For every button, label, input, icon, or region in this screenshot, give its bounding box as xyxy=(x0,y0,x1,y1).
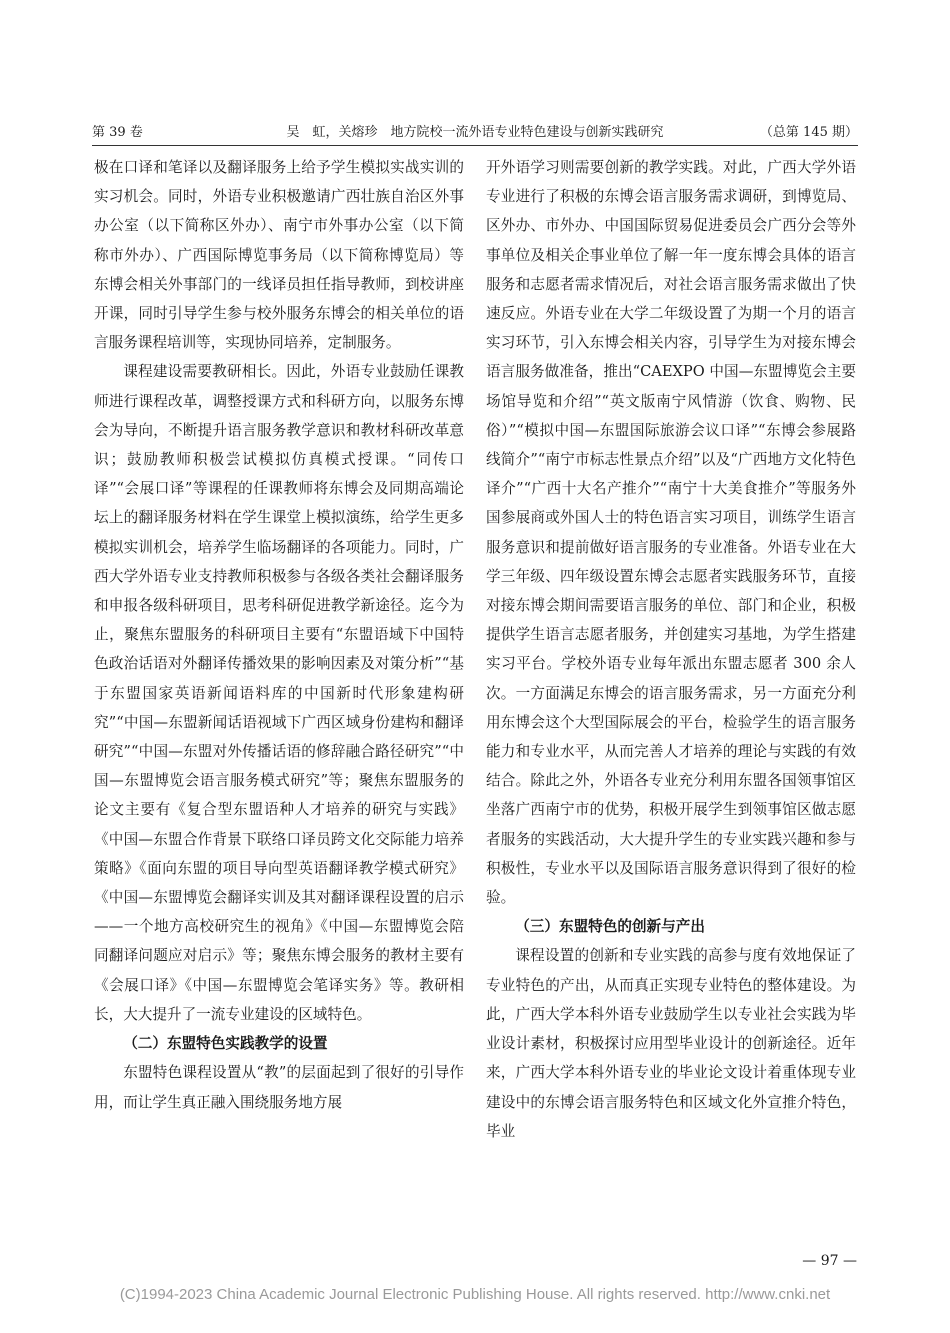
section-heading: （三）东盟特色的创新与产出 xyxy=(515,918,705,936)
paragraph: 开外语学习则需要创新的教学实践。对此，广西大学外语专业进行了积极的东博会语言服务需求调研，到博览局、区外办、市外办、中国国际贸易促进委员会广西分会等外事单位及相关企事业单位了解一年一度东博会具体的语言服务和志愿者需求情况后，对社会语言服务需求做出了快速反应。外语专业在大学二年级设置了为期一个月的语言实习环节，引入东博会相关内容，引导学生为对接东博会语言服务做准备，推出“CAEXPO 中国—东盟博览会主要场馆导览和介绍”“英文版南宁风情游（饮食、购物、民俗）”“模拟中国—东盟国际旅游会议口译”“东博会参展路线简介”“南宁市标志性景点介绍”以及“广西地方文化特色译介”“广西十大名产推介”“南宁十大美食推介”等服务外国参展商或外国人士的特色语言实习项目，训练学生语言服务意识和提前做好语言服务的专业准备。外语专业在大学三年级、四年级设置东博会志愿者实践服务环节，直接对接东博会期间需要语言服务的单位、部门和企业，积极提供学生语言志愿者服务，并创建实习基地，为学生搭建实习平台。学校外语专业每年派出东盟志愿者 300 余人次。一方面满足东博会的语言服务需求，另一方面充分利用东博会这个大型国际展会的平台，检验学生的语言服务能力和专业水平，从而完善人才培养的理论与实践的有效结合。除此之外，外语各专业充分利用东盟各国领事馆区坐落广西南宁市的优势，积极开展学生到领事馆区做志愿者服务的实践活动，大大提升学生的专业实践兴趣和参与积极性，专业水平以及国际语言服务意识得到了很好的检验。 xyxy=(486,159,856,907)
copyright-watermark: (C)1994-2023 China Academic Journal Electronic Publishing House. All rights reserved. http://www.cnki.net xyxy=(119,1286,831,1303)
paragraph: 课程设置的创新和专业实践的高参与度有效地保证了专业特色的产出，从而真正实现专业特色的整体建设。为此，广西大学本科外语专业鼓励学生以专业社会实践为毕业设计素材，积极探讨应用型毕业设计的创新途径。近年来，广西大学本科外语专业的毕业论文设计着重体现专业建设中的东博会语言服务特色和区域文化外宣推介特色，毕业 xyxy=(486,947,856,1140)
page-number: — 97 — xyxy=(802,1253,857,1269)
volume-label: 第 39 卷 xyxy=(92,125,143,140)
running-header xyxy=(92,121,858,141)
article-title: 吴 虹，关熔珍 地方院校一流外语专业特色建设与创新实践研究 xyxy=(286,125,664,140)
right-column xyxy=(486,153,856,1146)
issue-label: （总第 145 期） xyxy=(759,125,858,140)
header-rule xyxy=(92,145,858,146)
section-heading: （二）东盟特色实践教学的设置 xyxy=(123,1035,328,1053)
paragraph: 东盟特色课程设置从“教”的层面起到了很好的引导作用，而让学生真正融入围绕服务地方展 xyxy=(94,1064,464,1111)
paragraph: 课程建设需要教研相长。因此，外语专业鼓励任课教师进行课程改革，调整授课方式和科研方向，以服务东博会为导向，不断提升语言服务教学意识和教材科研改革意识；鼓励教师积极尝试模拟仿真模式授课。“同传口译”“会展口译”等课程的任课教师将东博会及同期高端论坛上的翻译服务材料在学生课堂上模拟演练，给学生更多模拟实训机会，培养学生临场翻译的各项能力。同时，广西大学外语专业支持教师积极参与各级各类社会翻译服务和申报各级科研项目，思考科研促进教学新途径。迄今为止，聚焦东盟服务的科研项目主要有“东盟语域下中国特色政治话语对外翻译传播效果的影响因素及对策分析”“基于东盟国家英语新闻语料库的中国新时代形象建构研究”“中国—东盟新闻话语视域下广西区域身份建构和翻译研究”“中国—东盟对外传播话语的修辞融合路径研究”“中国—东盟博览会语言服务模式研究”等；聚焦东盟服务的论文主要有《复合型东盟语种人才培养的研究与实践》《中国—东盟合作背景下联络口译员跨文化交际能力培养策略》《面向东盟的项目导向型英语翻译教学模式研究》《中国—东盟博览会翻译实训及其对翻译课程设置的启示——一个地方高校研究生的视角》《中国—东盟博览会陪同翻译问题应对启示》等；聚焦东博会服务的教材主要有《会展口译》《中国—东盟博览会笔译实务》等。教研相长，大大提升了一流专业建设的区域特色。 xyxy=(94,363,464,1023)
left-column xyxy=(94,153,464,1117)
paragraph: 极在口译和笔译以及翻译服务上给予学生模拟实战实训的实习机会。同时，外语专业积极邀请广西壮族自治区外事办公室（以下简称区外办）、南宁市外事办公室（以下简称市外办）、广西国际博览事务局（以下简称博览局）等东博会相关外事部门的一线译员担任指导教师，到校讲座开课，同时引导学生参与校外服务东博会的相关单位的语言服务课程培训等，实现协同培养，定制服务。 xyxy=(94,159,464,352)
